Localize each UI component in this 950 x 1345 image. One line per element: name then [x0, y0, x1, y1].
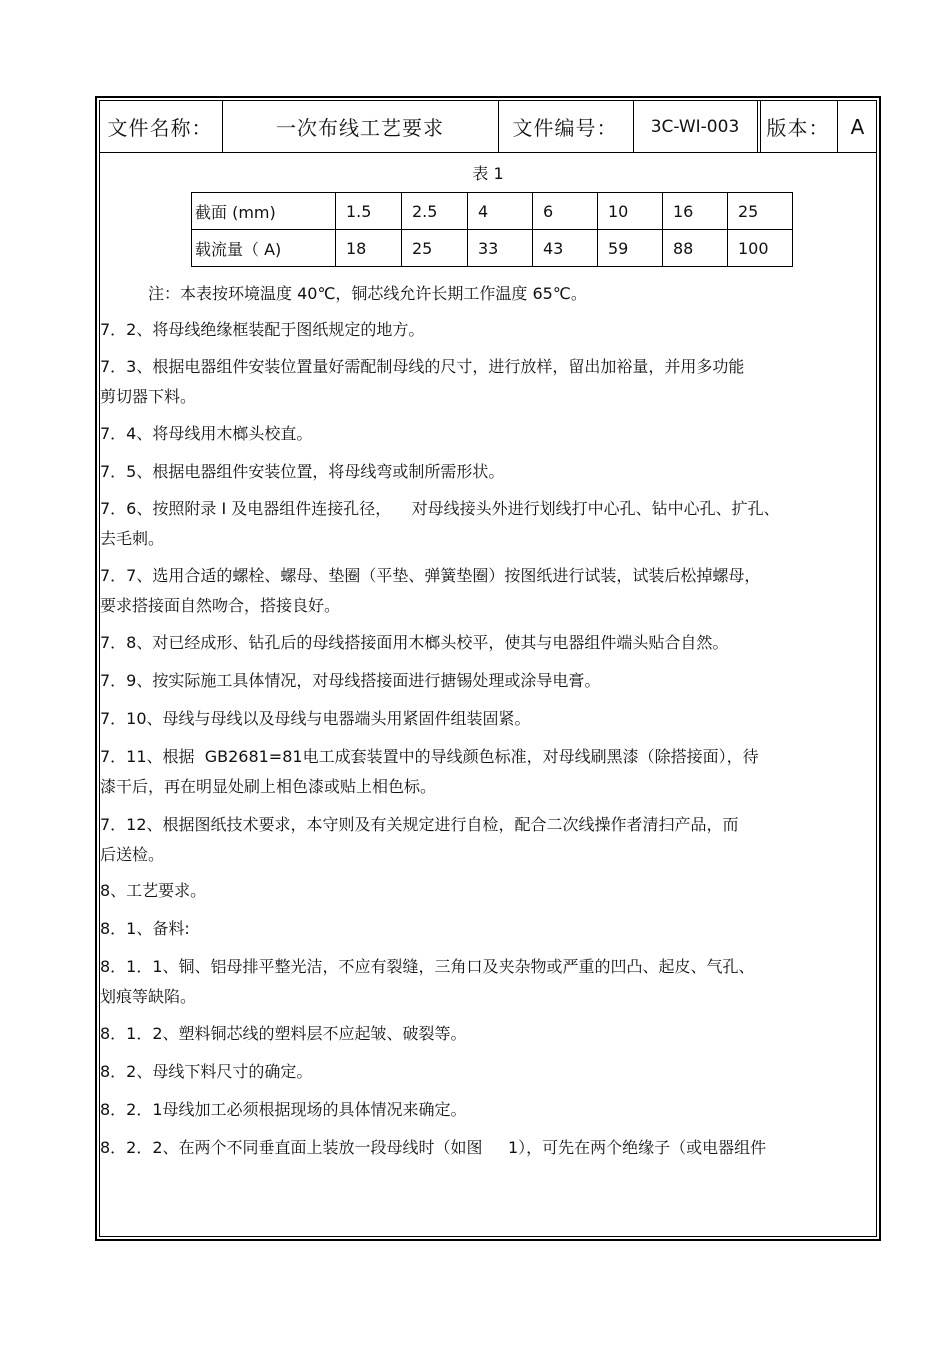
paragraph: 8．2．1母线加工必须根据现场的具体情况来确定。 — [100, 1100, 467, 1119]
paragraph: 8．1．1、铜、铝母排平整光洁，不应有裂缝，三角口及夹杂物或严重的凹凸、起皮、气孔、 划痕等缺陷。 — [100, 957, 755, 1006]
paragraph: 7．7、选用合适的螺栓、螺母、垫圈（平垫、弹簧垫圈）按图纸进行试装，试装后松掉螺母， 要求搭接面自然吻合，搭接良好。 — [100, 566, 761, 615]
table-cell: 10 — [598, 193, 663, 230]
table-cell: 载流量（ A) — [192, 230, 336, 267]
paragraph: 7．8、对已经成形、钻孔后的母线搭接面用木榔头校平，使其与电器组件端头贴合自然。 — [100, 633, 729, 652]
header-divider — [757, 101, 758, 152]
version-label: 版本： — [766, 116, 830, 140]
paragraph: 7．11、根据 GB2681=81电工成套装置中的导线颜色标准，对母线刷黑漆（除搭接面），待 漆干后，再在明显处刷上相色漆或贴上相色标。 — [100, 747, 759, 796]
paragraph: 8．2．2、在两个不同垂直面上装放一段母线时（如图 1），可先在两个绝缘子（或电器组件 — [100, 1138, 767, 1157]
table-cell: 59 — [598, 230, 663, 267]
header-table — [100, 101, 876, 153]
table-cell: 6 — [533, 193, 598, 230]
paragraph: 8．1．2、塑料铜芯线的塑料层不应起皱、破裂等。 — [100, 1024, 467, 1043]
paragraph: 7．3、根据电器组件安装位置量好需配制母线的尺寸，进行放样，留出加裕量，并用多功能 剪切器下料。 — [100, 357, 745, 406]
file-name-value: 一次布线工艺要求 — [276, 116, 444, 140]
table-cell: 2.5 — [402, 193, 468, 230]
table-cell: 88 — [663, 230, 728, 267]
table-cell: 18 — [336, 230, 402, 267]
document-inner-border — [99, 100, 877, 1237]
current-capacity-table — [191, 192, 793, 267]
table-row — [192, 230, 793, 267]
table-cell: 截面 (mm) — [192, 193, 336, 230]
table-row — [192, 193, 793, 230]
version-value: A — [850, 114, 866, 139]
table-cell: 16 — [663, 193, 728, 230]
file-number-label: 文件编号： — [512, 116, 618, 140]
table-cell: 25 — [728, 193, 793, 230]
paragraph: 8．2、母线下料尺寸的确定。 — [100, 1062, 313, 1081]
paragraph: 7．5、根据电器组件安装位置，将母线弯或制所需形状。 — [100, 462, 505, 481]
paragraph: 7．9、按实际施工具体情况，对母线搭接面进行搪锡处理或涂导电膏。 — [100, 671, 601, 690]
paragraph: 7．6、按照附录 Ⅰ 及电器组件连接孔径， 对母线接头外进行划线打中心孔、钻中心孔、扩孔、 去毛刺。 — [100, 499, 780, 548]
table-cell: 1.5 — [336, 193, 402, 230]
paragraph: 7．2、将母线绝缘框装配于图纸规定的地方。 — [100, 320, 425, 339]
table-cell: 4 — [468, 193, 533, 230]
table-cell: 25 — [402, 230, 468, 267]
table-caption: 表 1 — [472, 164, 504, 183]
table-cell: 100 — [728, 230, 793, 267]
table-cell: 33 — [468, 230, 533, 267]
paragraph: 8．1、备料: — [100, 919, 190, 938]
file-name-label: 文件名称： — [107, 116, 213, 140]
paragraph: 7．12、根据图纸技术要求，本守则及有关规定进行自检，配合二次线操作者清扫产品，而 后送检。 — [100, 815, 739, 864]
table-note: 注：本表按环境温度 40℃，铜芯线允许长期工作温度 65℃。 — [148, 284, 587, 303]
paragraph: 8、工艺要求。 — [100, 881, 207, 900]
table-cell: 43 — [533, 230, 598, 267]
paragraph: 7．4、将母线用木榔头校直。 — [100, 424, 313, 443]
document-frame — [95, 96, 881, 1241]
paragraph: 7．10、母线与母线以及母线与电器端头用紧固件组装固紧。 — [100, 709, 531, 728]
file-number-value: 3C-WI-003 — [650, 116, 740, 137]
